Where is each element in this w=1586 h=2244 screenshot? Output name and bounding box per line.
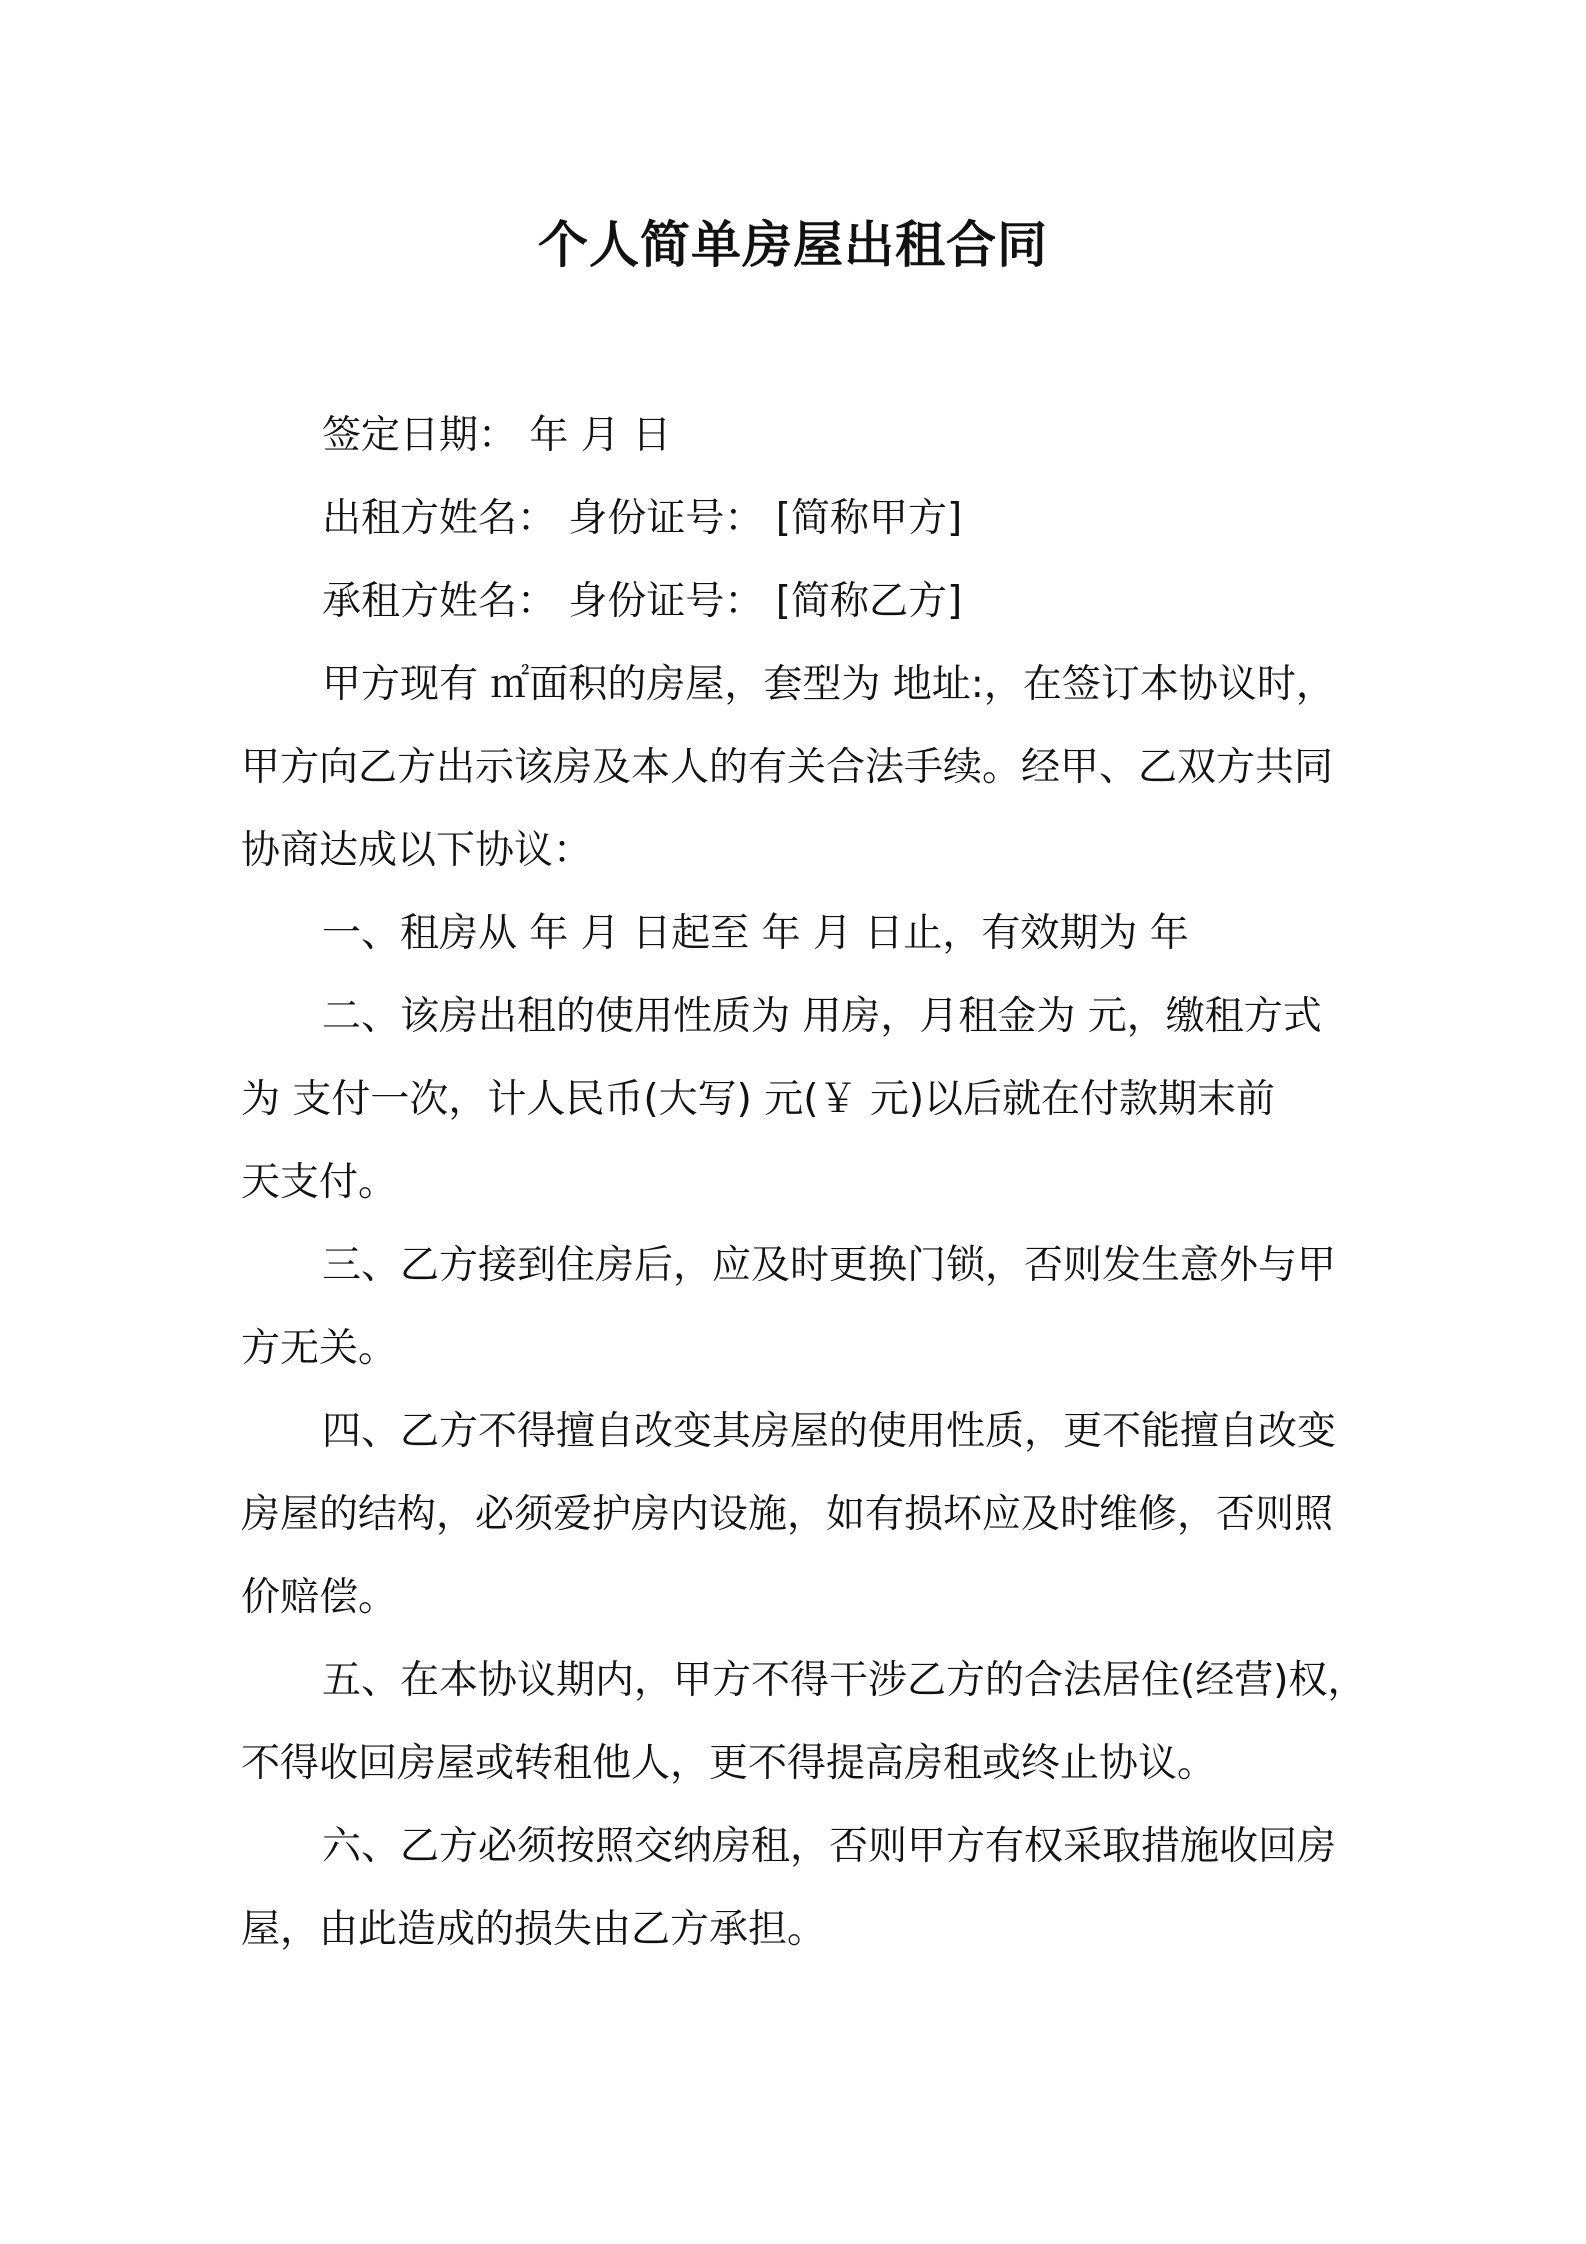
text-line: 五、在本协议期内，甲方不得干涉乙方的合法居住(经营)权，	[322, 1658, 1367, 1703]
text-line: 天支付。	[241, 1160, 398, 1205]
text-line: 四、乙方不得擅自改变其房屋的使用性质，更不能擅自改变	[322, 1409, 1337, 1454]
document-title: 个人简单房屋出租合同	[538, 216, 1048, 274]
text-line: 二、该房出租的使用性质为 用房，月租金为 元，缴租方式	[322, 994, 1322, 1039]
text-line: 价赔偿。	[241, 1575, 398, 1620]
text-line: 承租方姓名： 身份证号： [简称乙方]	[322, 579, 963, 624]
text-line: 为 支付一次，计人民币(大写) 元(￥ 元)以后就在付款期末前	[241, 1077, 1276, 1122]
text-line: 三、乙方接到住房后，应及时更换门锁，否则发生意外与甲	[322, 1243, 1337, 1288]
text-line: 甲方向乙方出示该房及本人的有关合法手续。经甲、乙双方共同	[241, 745, 1334, 790]
text-line: 不得收回房屋或转租他人，更不得提高房租或终止协议。	[241, 1741, 1217, 1786]
text-line: 出租方姓名： 身份证号： [简称甲方]	[322, 496, 963, 541]
text-line: 签定日期： 年 月 日	[322, 413, 672, 458]
text-line: 协商达成以下协议：	[241, 828, 593, 873]
text-line: 屋，由此造成的损失由乙方承担。	[241, 1907, 827, 1952]
text-line: 甲方现有 ㎡面积的房屋，套型为 地址:，在签订本协议时，	[322, 662, 1335, 707]
text-line: 方无关。	[241, 1326, 398, 1371]
text-line: 房屋的结构，必须爱护房内设施，如有损坏应及时维修，否则照	[241, 1492, 1334, 1537]
contract-body	[241, 394, 1367, 1971]
text-line: 六、乙方必须按照交纳房租，否则甲方有权采取措施收回房	[322, 1824, 1337, 1869]
text-line: 一、租房从 年 月 日起至 年 月 日止，有效期为 年	[322, 911, 1189, 956]
